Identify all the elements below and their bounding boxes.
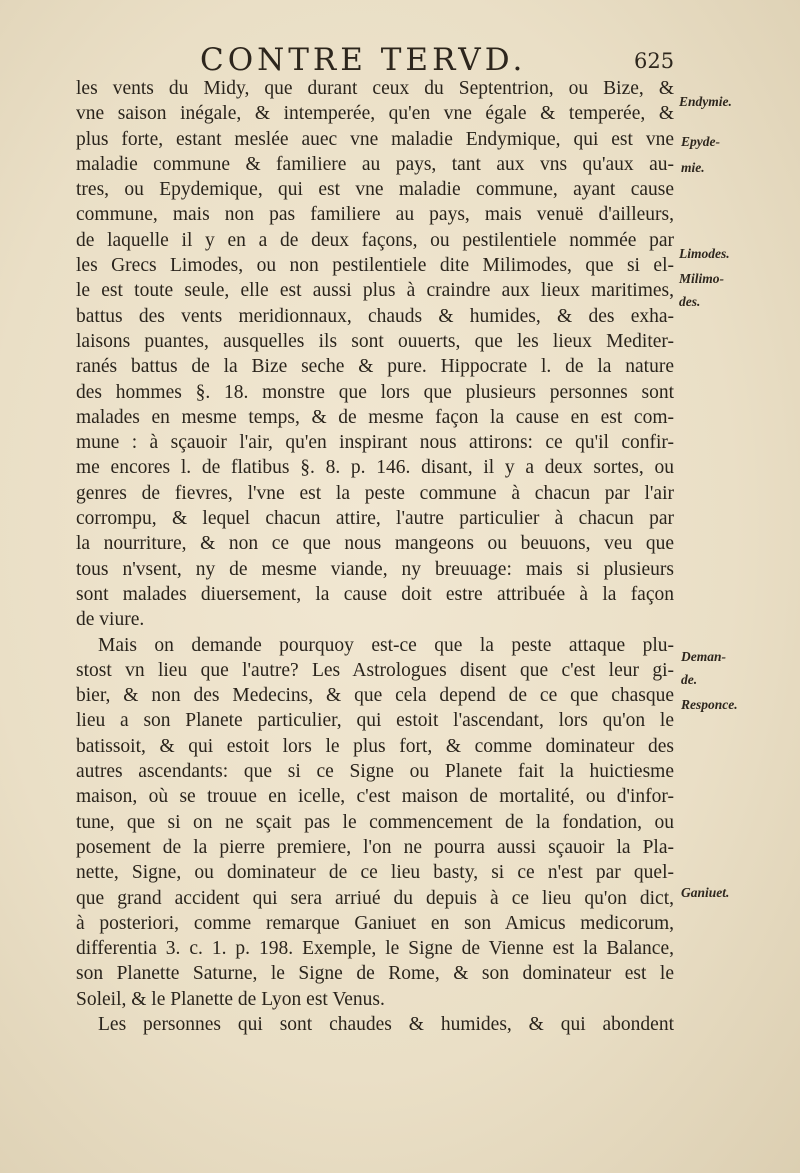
text-line: me encores l. de flatibus §. 8. p. 146. disant, il y a deux sortes, ou	[76, 457, 674, 479]
margin-note: Epyde-	[681, 134, 720, 149]
text-line: son Planette Saturne, le Signe de Rome, & son dominateur est le	[76, 963, 674, 985]
margin-note: Ganiuet.	[681, 885, 730, 900]
text-line: autres ascendants: que si ce Signe ou Planete fait la huictiesme	[76, 761, 674, 783]
text-line: maison, où se trouue en icelle, c'est maison de mortalité, ou d'infor-	[76, 786, 674, 808]
text-line: les vents du Midy, que durant ceux du Septentrion, ou Bize, &	[76, 78, 674, 99]
text-line: plus forte, estant meslée auec vne maladie Endymique, qui est vne	[76, 128, 674, 150]
text-line: des hommes §. 18. monstre que lors que plusieurs personnes sont	[76, 381, 674, 403]
text-line: de laquelle il y en a de deux façons, ou pestilentiele nommée par	[76, 229, 674, 251]
margin-note: Responce.	[681, 697, 738, 712]
margin-note: des.	[679, 294, 701, 309]
text-line: Soleil, & le Planette de Lyon est Venus.	[76, 988, 385, 1010]
text-line: corrompu, & lequel chacun attire, l'autre particulier à chacun par	[76, 508, 674, 530]
text-line: à posteriori, comme remarque Ganiuet en son Amicus medicorum,	[76, 912, 674, 934]
margin-note: mie.	[681, 160, 705, 175]
text-line: differentia 3. c. 1. p. 198. Exemple, le Signe de Vienne est la Balance,	[76, 938, 674, 960]
text-line: malades en mesme temps, & de mesme façon la cause en est com-	[76, 406, 674, 428]
paragraph-start-line: Mais on demande pourquoy est-ce que la peste attaque plu-	[98, 634, 674, 656]
margin-note: Milimo-	[679, 271, 725, 286]
text-line: que grand accident qui sera arriué du depuis à ce lieu qu'on dict,	[76, 887, 674, 909]
text-line: tous n'vsent, ny de mesme viande, ny breuuage: mais si plusieurs	[76, 558, 674, 580]
paragraph-start-line: Les personnes qui sont chaudes & humides, & qui abondent	[98, 1013, 674, 1035]
text-line: batissoit, & qui estoit lors le plus fort, & comme dominateur des	[76, 735, 674, 757]
page-number: 625	[634, 49, 675, 73]
text-line: la nourriture, & non ce que nous mangeons ou beuuons, veu que	[76, 533, 674, 555]
margin-note: Limodes.	[679, 246, 730, 261]
text-line: nette, Signe, ou dominateur de ce lieu basty, si ce n'est par quel-	[76, 862, 674, 884]
text-line: lieu a son Planete particulier, qui estoit l'ascendant, lors qu'on le	[76, 710, 674, 732]
text-line: ranés battus de la Bize seche & pure. Hippocrate l. de la nature	[76, 356, 674, 378]
running-head: CONTRE TERVD.	[200, 42, 527, 78]
text-line: le est toute seule, elle est aussi plus à craindre aux lieux maritimes,	[76, 280, 674, 302]
text-line: vne saison inégale, & intemperée, qu'en vne égale & temperée, &	[76, 103, 674, 125]
text-line: les Grecs Limodes, ou non pestilentiele dite Milimodes, que si el-	[76, 255, 674, 277]
text-line: laisons puantes, ausquelles ils sont ouuerts, que les lieux Mediter-	[76, 330, 674, 352]
margin-note: Endymie.	[679, 94, 732, 109]
text-line: stost vn lieu que l'autre? Les Astrologues disent que c'est leur gi-	[76, 659, 674, 681]
body-text	[76, 76, 674, 1037]
text-line: bier, & non des Medecins, & que cela depend de ce que chasque	[76, 685, 674, 707]
text-line: sont malades diuersement, la cause doit estre attribuée à la façon	[76, 583, 674, 605]
text-line: tune, que si on ne sçait pas le commencement de la fondation, ou	[76, 811, 674, 833]
margin-note: de.	[681, 672, 698, 687]
text-line: mune : à sçauoir l'air, qu'en inspirant nous attirons: ce qu'il confir-	[76, 432, 674, 454]
text-line: genres de fievres, l'vne est la peste commune à chacun par l'air	[76, 482, 674, 504]
text-line: tres, ou Epydemique, qui est vne maladie commune, ayant cause	[76, 179, 674, 201]
text-line: maladie commune & familiere au pays, tant aux vns qu'aux au-	[76, 153, 674, 175]
text-line: battus des vents meridionnaux, chauds & humides, & des exha-	[76, 305, 674, 327]
text-line: de viure.	[76, 609, 145, 631]
text-line: commune, mais non pas familiere au pays, mais venuë d'ailleurs,	[76, 204, 674, 226]
margin-note: Deman-	[681, 649, 726, 664]
text-line: posement de la pierre premiere, l'on ne pourra aussi sçauoir la Pla-	[76, 836, 674, 858]
